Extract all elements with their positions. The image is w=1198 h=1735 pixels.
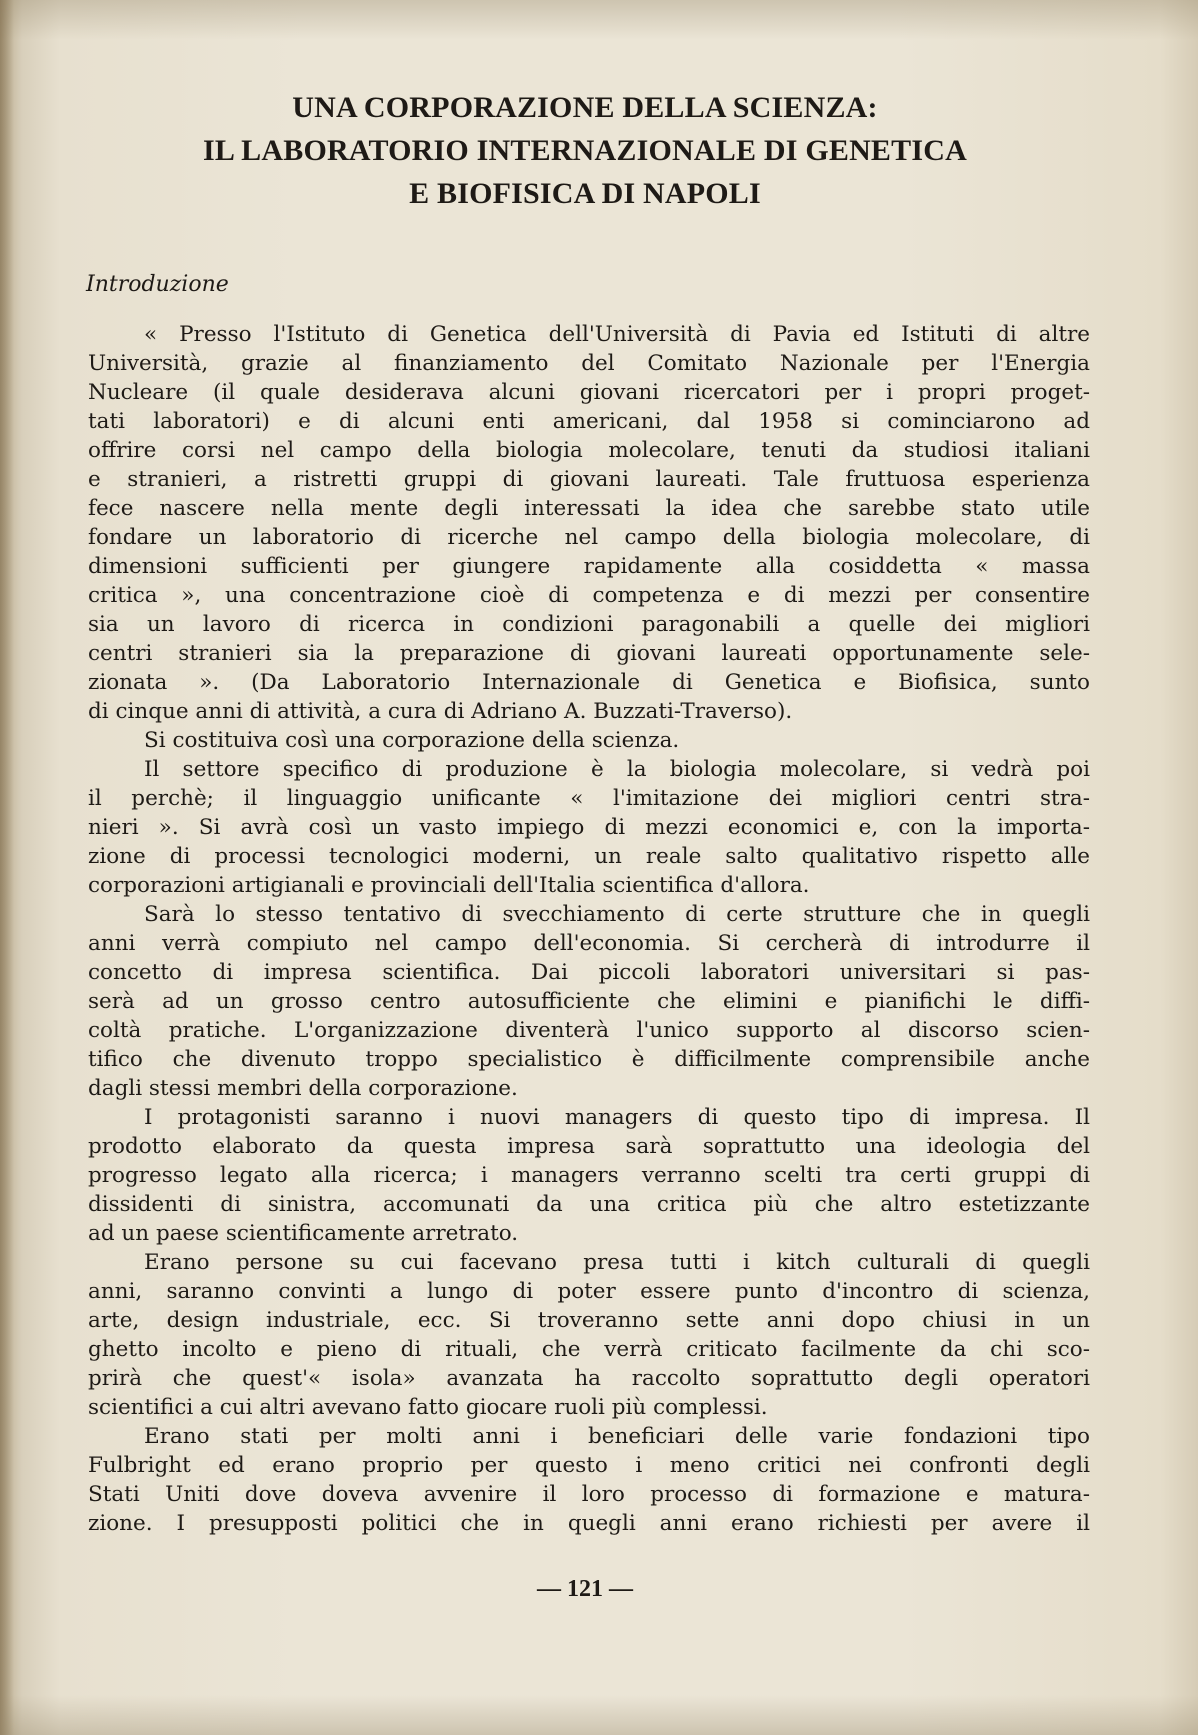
body-line: « Presso l'Istituto di Genetica dell'Università di Pavia ed Istituti di altre xyxy=(144,322,1090,347)
page-number: — 121 — xyxy=(537,1576,633,1602)
body-line: Stati Uniti dove doveva avvenire il loro processo di formazione e matura- xyxy=(88,1482,1090,1507)
body-line: Università, grazie al finanziamento del Comitato Nazionale per l'Energia xyxy=(88,351,1090,376)
body-line: tifico che divenuto troppo specialistico è difficilmente comprensibile anche xyxy=(88,1047,1090,1072)
page-top-shadow xyxy=(0,0,1198,40)
body-line: zione di processi tecnologici moderni, un reale salto qualitativo rispetto alle xyxy=(88,844,1090,869)
body-line: Erano persone su cui facevano presa tutti i kitch culturali di quegli xyxy=(144,1250,1090,1275)
body-line: fondare un laboratorio di ricerche nel campo della biologia molecolare, di xyxy=(88,525,1090,550)
body-line: fece nascere nella mente degli interessati la idea che sarebbe stato utile xyxy=(88,496,1090,521)
body-line: Si costituiva così una corporazione della scienza. xyxy=(144,728,680,753)
body-line: offrire corsi nel campo della biologia molecolare, tenuti da studiosi italiani xyxy=(88,438,1090,463)
body-line: di cinque anni di attività, a cura di Adriano A. Buzzati-Traverso). xyxy=(88,699,793,724)
body-line: nieri ». Si avrà così un vasto impiego di mezzi economici e, con la importa- xyxy=(88,815,1090,840)
body-line: anni, saranno convinti a lungo di poter essere punto d'incontro di scienza, xyxy=(88,1279,1090,1304)
body-line: dissidenti di sinistra, accomunati da una critica più che altro estetizzante xyxy=(88,1192,1090,1217)
body-line: zionata ». (Da Laboratorio Internazionale di Genetica e Biofisica, sunto xyxy=(88,670,1090,695)
body-line: arte, design industriale, ecc. Si troveranno sette anni dopo chiusi in un xyxy=(88,1308,1090,1333)
body-line: progresso legato alla ricerca; i managers verranno scelti tra certi gruppi di xyxy=(88,1163,1090,1188)
body-line: corporazioni artigianali e provinciali dell'Italia scientifica d'allora. xyxy=(88,873,810,898)
body-line: prirà che quest'« isola» avanzata ha raccolto soprattutto degli operatori xyxy=(88,1366,1090,1391)
body-line: dimensioni sufficienti per giungere rapidamente alla cosiddetta « massa xyxy=(88,554,1090,579)
page-bottom-shadow xyxy=(0,1695,1198,1735)
body-line: Fulbright ed erano proprio per questo i meno critici nei confronti degli xyxy=(88,1453,1090,1478)
body-line: Sarà lo stesso tentativo di svecchiamento di certe strutture che in quegli xyxy=(144,902,1090,927)
body-line: e stranieri, a ristretti gruppi di giovani laureati. Tale fruttuosa esperienza xyxy=(88,467,1090,492)
body-line: Nucleare (il quale desiderava alcuni giovani ricercatori per i propri proget- xyxy=(88,380,1090,405)
body-line: Il settore specifico di produzione è la biologia molecolare, si vedrà poi xyxy=(144,757,1090,782)
body-line: zione. I presupposti politici che in quegli anni erano richiesti per avere il xyxy=(88,1511,1090,1536)
body-line: critica », una concentrazione cioè di competenza e di mezzi per consentire xyxy=(88,583,1090,608)
body-line: tati laboratori) e di alcuni enti americani, dal 1958 si cominciarono ad xyxy=(88,409,1090,434)
body-line: coltà pratiche. L'organizzazione diventerà l'unico supporto al discorso scien- xyxy=(88,1018,1090,1043)
body-line: il perchè; il linguaggio unificante « l'imitazione dei migliori centri stra- xyxy=(88,786,1090,811)
body-line: concetto di impresa scientifica. Dai piccoli laboratori universitari si pas- xyxy=(88,960,1090,985)
body-line: ghetto incolto e pieno di rituali, che verrà criticato facilmente da chi sco- xyxy=(88,1337,1090,1362)
body-line: dagli stessi membri della corporazione. xyxy=(88,1076,518,1101)
body-line: scientifici a cui altri avevano fatto giocare ruoli più complessi. xyxy=(88,1395,768,1420)
title-line: E BIOFISICA DI NAPOLI xyxy=(409,177,761,210)
body-line: I protagonisti saranno i nuovi managers di questo tipo di impresa. Il xyxy=(144,1105,1090,1130)
section-heading: Introduzione xyxy=(86,272,229,297)
title-line: IL LABORATORIO INTERNAZIONALE DI GENETICA xyxy=(203,134,967,167)
body-line: centri stranieri sia la preparazione di giovani laureati opportunamente sele- xyxy=(88,641,1090,666)
body-line: prodotto elaborato da questa impresa sarà soprattutto una ideologia del xyxy=(88,1134,1090,1159)
body-line: ad un paese scientificamente arretrato. xyxy=(88,1221,519,1246)
body-text xyxy=(88,320,1090,1538)
article-title xyxy=(0,86,1170,215)
page-binding-edge xyxy=(0,0,14,1735)
title-line: UNA CORPORAZIONE DELLA SCIENZA: xyxy=(292,91,878,124)
body-line: serà ad un grosso centro autosufficiente che elimini e pianifichi le diffi- xyxy=(88,989,1090,1014)
body-line: sia un lavoro di ricerca in condizioni paragonabili a quelle dei migliori xyxy=(88,612,1090,637)
body-line: anni verrà compiuto nel campo dell'economia. Si cercherà di introdurre il xyxy=(88,931,1090,956)
body-line: Erano stati per molti anni i beneficiari delle varie fondazioni tipo xyxy=(144,1424,1090,1449)
